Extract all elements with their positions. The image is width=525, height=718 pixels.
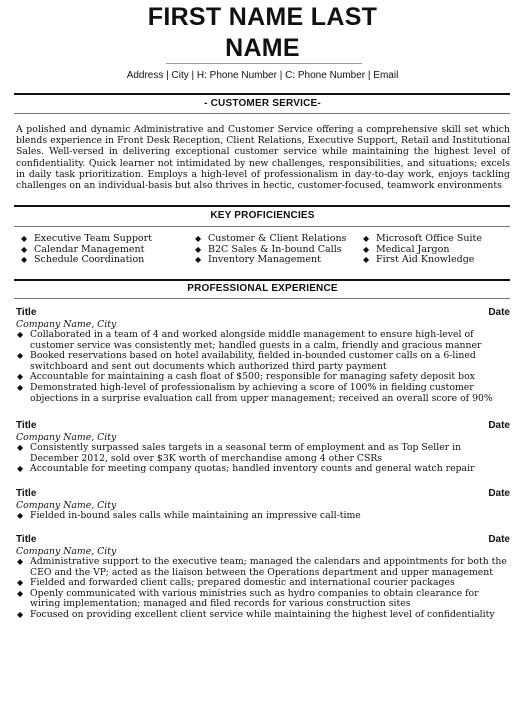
name-heading-line1: FIRST NAME LAST xyxy=(147,3,378,31)
section-rule-bottom xyxy=(14,298,510,299)
name-underline-divider xyxy=(166,63,362,64)
proficiency-item: ◆ Inventory Management xyxy=(195,254,321,266)
job-date: Date xyxy=(488,420,510,431)
diamond-bullet-icon: ◆ xyxy=(17,351,24,361)
job-title: Title xyxy=(16,488,37,499)
name-heading-line2: NAME xyxy=(225,34,300,62)
job-date: Date xyxy=(488,488,510,499)
job-date: Date xyxy=(488,307,510,318)
job-company: Company Name, City xyxy=(16,546,117,557)
diamond-bullet-icon: ◆ xyxy=(195,255,202,265)
job-header xyxy=(16,488,510,500)
job-entry xyxy=(16,534,510,621)
job-bullet: ◆ Accountable for meeting company quotas; handled inventory counts and general watch repair xyxy=(17,463,475,475)
diamond-bullet-icon: ◆ xyxy=(17,511,24,520)
section-rule-bottom xyxy=(14,226,510,227)
job-header xyxy=(16,534,510,546)
diamond-bullet-icon: ◆ xyxy=(17,578,24,588)
job-title: Title xyxy=(16,420,37,431)
section-title-customer-service: - CUSTOMER SERVICE- xyxy=(204,98,321,109)
job-company: Company Name, City xyxy=(16,432,117,443)
diamond-bullet-icon: ◆ xyxy=(195,234,202,243)
diamond-bullet-icon: ◆ xyxy=(17,330,24,339)
job-entry xyxy=(16,488,510,522)
proficiency-item: ◆ First Aid Knowledge xyxy=(363,254,475,266)
job-title: Title xyxy=(16,307,37,318)
contact-line: Address | City | H: Phone Number | C: Phone Number | Email xyxy=(126,70,399,81)
job-bullet-list xyxy=(16,443,510,475)
diamond-bullet-icon: ◆ xyxy=(21,234,28,243)
job-date: Date xyxy=(488,534,510,545)
job-bullet: ◆ Fielded in-bound sales calls while maintaining an impressive call-time xyxy=(17,510,361,521)
proficiency-column-1 xyxy=(18,234,152,266)
diamond-bullet-icon: ◆ xyxy=(195,244,202,254)
section-title-professional-experience: PROFESSIONAL EXPERIENCE xyxy=(187,283,338,294)
section-rule-top xyxy=(14,279,510,281)
diamond-bullet-icon: ◆ xyxy=(17,609,24,619)
job-title: Title xyxy=(16,534,37,545)
proficiency-column-3 xyxy=(360,234,482,266)
proficiency-item: ◆ Customer & Client Relations xyxy=(195,233,347,244)
proficiency-column-2 xyxy=(192,234,346,266)
job-header xyxy=(16,420,510,432)
job-entry xyxy=(16,307,510,404)
job-bullet: ◆ Consistently surpassed sales targets in a seasonal term of employment and as Top Seller in December 2012, sold over $3K worth of merchandise among 4 other CSRs xyxy=(17,442,462,464)
proficiency-item: ◆ Medical Jargon xyxy=(363,243,450,255)
job-bullet-list xyxy=(16,557,510,621)
diamond-bullet-icon: ◆ xyxy=(363,244,370,254)
proficiency-item: ◆ B2C Sales & In-bound Calls xyxy=(195,243,342,255)
diamond-bullet-icon: ◆ xyxy=(17,372,24,382)
diamond-bullet-icon: ◆ xyxy=(17,588,24,598)
job-company: Company Name, City xyxy=(16,500,117,511)
job-bullet-list xyxy=(16,511,510,522)
section-rule-top xyxy=(14,93,510,95)
job-bullet: ◆ Accountable for maintaining a cash float of $500; responsible for managing safety deposit box xyxy=(17,371,475,383)
diamond-bullet-icon: ◆ xyxy=(21,244,28,254)
summary-paragraph: A polished and dynamic Administrative and Customer Service offering a comprehensive skill set which blends experience in Front Desk Reception, Client Relations, Executive Support, Retail and Institutional Sales. Well-versed in delivering exceptional customer service while maintaining the highest level of confidentiality. Quick learner not intimidated by new challenges, responsibilities, and situations; excels in daily task prioritization. Employs a high-level of professionalism in day-to-day work, enjoys tackling challenges on an individual-basis but also thrives in hectic, customer-focused, teamwork environments xyxy=(16,124,510,192)
job-bullet: ◆ Administrative support to the executive team; managed the calendars and appointments for both the CEO and the VP; acted as the liaison between the Operations department and upper management xyxy=(17,556,507,578)
job-bullet-list xyxy=(16,330,510,404)
job-bullet: ◆ Fielded and forwarded client calls; prepared domestic and international courier packages xyxy=(17,577,455,589)
job-bullet: ◆ Demonstrated high-level of professionalism by achieving a score of 100% in fielding customer objections in a surprise evaluation call from upper management; received an overall score of 90% xyxy=(17,381,493,404)
proficiency-item: ◆ Calendar Management xyxy=(21,243,145,255)
diamond-bullet-icon: ◆ xyxy=(17,443,24,452)
proficiency-item: ◆ Microsoft Office Suite xyxy=(363,233,482,244)
job-bullet: ◆ Collaborated in a team of 4 and worked alongside middle management to ensure high-level of customer service was consistently met; handled guests in a calm, friendly and gracious manner xyxy=(17,329,482,351)
diamond-bullet-icon: ◆ xyxy=(363,234,370,243)
job-company: Company Name, City xyxy=(16,319,117,330)
diamond-bullet-icon: ◆ xyxy=(17,557,24,566)
job-entry xyxy=(16,420,510,475)
section-rule-bottom xyxy=(14,113,510,114)
proficiency-item: ◆ Executive Team Support xyxy=(21,233,152,244)
diamond-bullet-icon: ◆ xyxy=(17,464,24,474)
section-rule-top xyxy=(14,205,510,207)
diamond-bullet-icon: ◆ xyxy=(17,382,24,392)
proficiency-item: ◆ Schedule Coordination xyxy=(21,254,145,266)
section-title-key-proficiencies: KEY PROFICIENCIES xyxy=(210,210,315,221)
job-bullet: ◆ Focused on providing excellent client service while maintaining the highest level of confidentiality xyxy=(17,608,495,620)
diamond-bullet-icon: ◆ xyxy=(21,255,28,265)
job-header xyxy=(16,307,510,319)
job-bullet: ◆ Booked reservations based on hotel availability, fielded in-bounded customer calls on a 6-lined switchboard and sent out documents which authorized third party payment xyxy=(17,350,476,372)
diamond-bullet-icon: ◆ xyxy=(363,255,370,265)
job-bullet: ◆ Openly communicated with various ministries such as hydro companies to obtain clearance for wiring implementation; managed and filed records for various construction sites xyxy=(17,587,479,610)
